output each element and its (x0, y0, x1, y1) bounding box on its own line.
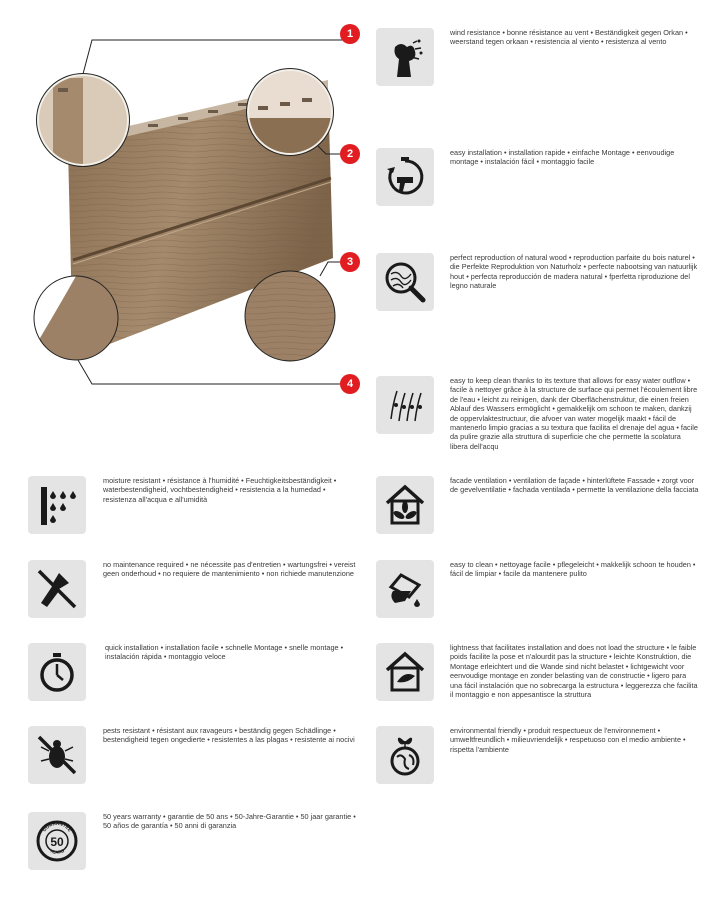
badge-number: 50 (50, 835, 64, 849)
feature-pests: pests resistant • résistant aux ravageurs • beständig gegen Schädlinge • bestendigheid tegen ongedierte • resistentes a las plagas • resistente ai nocivi (103, 726, 355, 745)
wind-tile (376, 28, 434, 86)
feature-ventilation: facade ventilation • ventilation de façade • hinterlüftete Fassade • zorgt voor de gevelventilatie • fachada ventilada • permette la ventilazione della facciata (450, 476, 699, 495)
easy-install-tile (376, 148, 434, 206)
ventilation-tile (376, 476, 434, 534)
feature-eco: environmental friendly • produit respectueux de l'environnement • umweltfreundlich • milieuvriendelijk • respetuoso con el medio ambiente • rispetta l'ambiente (450, 726, 686, 754)
rain-texture-icon (383, 383, 427, 427)
feature-quick-install: quick installation • installation facile • schnelle Montage • snelle montage • instalación rápida • montaggio veloce (105, 643, 344, 662)
product-illustration (28, 28, 354, 390)
marker-2: 2 (340, 144, 360, 164)
eco-tile (376, 726, 434, 784)
feature-easy-clean: easy to clean • nettoyage facile • pflegeleicht • makkelijk schoon te houden • fácil de limpiar • facile da mantenere pulito (450, 560, 696, 579)
drill-timer-icon (383, 155, 427, 199)
no-brush-icon (35, 567, 79, 611)
lightness-tile (376, 643, 434, 701)
warranty-badge-icon (35, 819, 79, 863)
feature-wind: wind resistance • bonne résistance au vent • Beständigkeit gegen Orkan • weerstand tegen orkaan • resistencia al viento • resistenza al vento (450, 28, 688, 47)
globe-leaf-icon (383, 733, 427, 777)
feature-warranty: 50 years warranty • garantie de 50 ans • 50-Jahre-Garantie • 50 jaar garantie • 50 años de garantía • 50 anni di garanzia (103, 812, 356, 831)
feature-keep-clean: easy to keep clean thanks to its texture that allows for easy water outflow • facile à nettoyer grâce à la structure de surface qui permet l'écoulement libre de l'eau • leicht zu reinigen, dank der Oberflächenstruktur, die einen freien Ablauf des Wassers ermöglicht • gemakkelijk om schoon te maken, dankzij de oppervlaktestructuur, die afvoer van water mogelijk maakt • fácil de mantenerlo limpio gracias a su textura que facilita el drenaje del agua • facile da pulire grazie alla struttura di superficie che che permette la scolatura libera dell'acqu (450, 376, 698, 451)
feature-moisture: moisture resistant • résistance à l'humidité • Feuchtigkeitsbeständigkeit • waterbestendigheid, vochtbestendigheid • resistencia a la humedad • resistenza all'acqua e all'umidità (103, 476, 337, 504)
svg-text:GUARANTEE (42, 821, 73, 833)
natural-wood-tile (376, 253, 434, 311)
moisture-tile (28, 476, 86, 534)
badge-bottom-text: YEARS (48, 848, 66, 855)
marker-1: 1 (340, 24, 360, 44)
badge-top-text: GUARANTEE (41, 820, 73, 833)
no-maintenance-tile (28, 560, 86, 618)
feature-lightness: lightness that facilitates installation and does not load the structure • le faible poids facilite la pose et n'alourdit pas la structure • leichte Konstruktion, die Montage erleichtert und die Wande sind nicht belastet • lichtgewicht voor eenvoudige montage en zonder belasting van de constructie • ligero para una fácil instalación que no sobrecarga la estructura • leggerezza che facilita il montaggio e non appesantisce la struttura (450, 643, 698, 700)
pests-tile (28, 726, 86, 784)
warranty-tile (28, 812, 86, 870)
house-feather-icon (383, 650, 427, 694)
marker-3: 3 (340, 252, 360, 272)
easy-clean-tile (376, 560, 434, 618)
feature-natural-wood: perfect reproduction of natural wood • reproduction parfaite du bois naturel • die Perfekte Reproduktion von Naturholz • perfecte nabootsing van natuurlijk hout • perfecta reproducción de madera natural • fperfetta riproduzione del legno naturale (450, 253, 698, 291)
quick-install-tile (28, 643, 86, 701)
feature-no-maintenance: no maintenance required • ne nécessite pas d'entretien • wartungsfrei • vereist geen onderhoud • no requiere de mantenimiento • non richiede manutenzione (103, 560, 356, 579)
svg-text:YEARS (49, 848, 65, 855)
magnifier-wood-icon (383, 260, 427, 304)
no-beetle-icon (35, 733, 79, 777)
feature-easy-install: easy installation • installation rapide • einfache Montage • eenvoudige montage • instalación fácil • montaggio facile (450, 148, 675, 167)
house-fan-icon (383, 483, 427, 527)
marker-4: 4 (340, 374, 360, 394)
wind-tree-icon (383, 35, 427, 79)
keep-clean-tile (376, 376, 434, 434)
stopwatch-icon (35, 650, 79, 694)
siding-panel-image (28, 28, 348, 388)
hand-cloth-icon (383, 567, 427, 611)
moisture-drops-icon (35, 483, 79, 527)
